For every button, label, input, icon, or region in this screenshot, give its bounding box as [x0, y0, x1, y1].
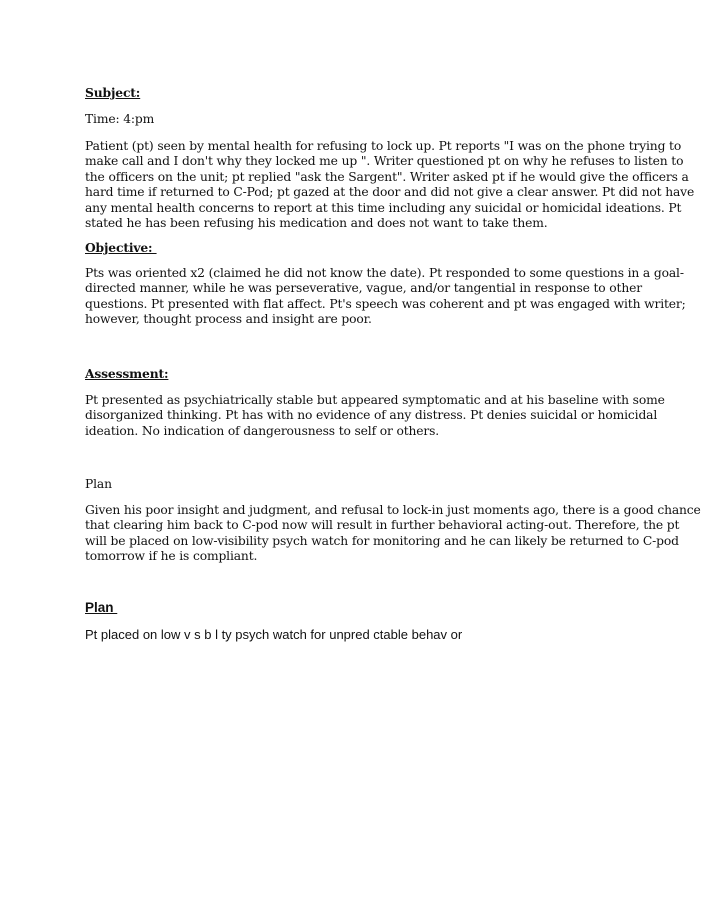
plan2-heading: Plan [85, 600, 118, 615]
plan-heading: Plan [85, 477, 112, 491]
time-line: Time: 4:pm [85, 112, 155, 126]
objective-line: Pts was oriented x2 (claimed he did not know the date). Pt responded to some questions in a goal- [85, 266, 684, 280]
assessment-line: ideation. No indication of dangerousness to self or others. [85, 423, 440, 438]
subject-line: make call and I don't why they locked me up ". Writer questioned pt on why he refuses to listen to [85, 154, 684, 169]
subject-line: Patient (pt) seen by mental health for refusing to lock up. Pt reports "I was on the phone trying to [85, 139, 682, 153]
assessment-paragraph [85, 393, 665, 439]
plan-line: Given his poor insight and judgment, and refusal to lock-in just moments ago, there is a good chance [85, 503, 701, 517]
subject-paragraph [85, 139, 695, 231]
objective-line: however, thought process and insight are poor. [85, 312, 372, 327]
objective-line: directed manner, while he was perseverative, vague, and/or tangential in response to other [85, 281, 642, 296]
plan2-text: Pt placed on low v s b l ty psych watch for unpred ctable behav or [85, 627, 463, 642]
subject-line: any mental health concerns to report at this time including any suicidal or homicidal ideations. Pt [85, 200, 682, 215]
assessment-line: Pt presented as psychiatrically stable but appeared symptomatic and at his baseline with some [85, 393, 665, 407]
subject-line: the officers on the unit; pt replied "ask the Sargent". Writer asked pt if he would give the officers a [85, 169, 689, 184]
objective-line: questions. Pt presented with flat affect. Pt's speech was coherent and pt was engaged with writer; [85, 296, 686, 311]
plan-line: tomorrow if he is compliant. [85, 549, 258, 564]
plan-line: will be placed on low-visibility psych watch for monitoring and he can likely be returned to C-pod [85, 533, 679, 548]
objective-heading: Objective: [85, 240, 157, 255]
subject-line: hard time if returned to C-Pod; pt gazed at the door and did not give a clear answer. Pt did not have [85, 185, 695, 200]
subject-heading: Subject: [85, 85, 141, 100]
plan-paragraph [85, 503, 701, 565]
objective-paragraph [85, 266, 686, 328]
plan-line: that clearing him back to C-pod now will result in further behavioral acting-out. Therefore, the pt [85, 518, 680, 533]
assessment-heading: Assessment: [85, 366, 169, 381]
assessment-line: disorganized thinking. Pt has with no evidence of any distress. Pt denies suicidal or homicidal [85, 408, 658, 423]
subject-line: stated he has been refusing his medication and does not want to take them. [85, 216, 548, 231]
